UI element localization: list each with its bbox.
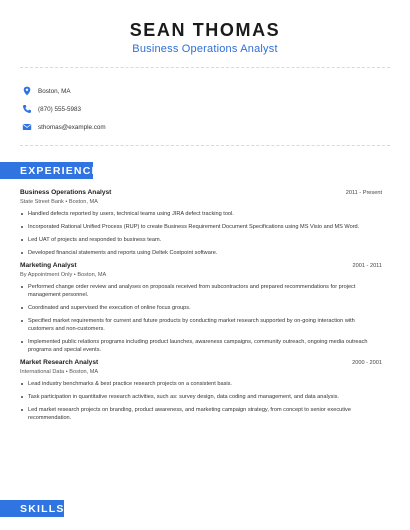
job-location: Boston, MA [77,272,107,278]
job-bullet: Implemented public relations programs including product launches, awareness campaigns, community outreach, ongoing media outreach programs and special events. [20,338,382,354]
job-header [20,189,382,196]
job-bullets [20,380,382,422]
experience-item [20,359,382,422]
experience-item [20,189,382,257]
job-dates: 2011 - Present [345,190,382,196]
job-dates: 2000 - 2001 [352,360,382,366]
job-bullet: Led market research projects on branding, product awareness, and marketing campaign strategy, from concept to senior executive recommendation. [20,406,382,422]
job-bullet: Handled defects reported by users, technical teams using JIRA defect tracking tool. [20,210,382,218]
job-title: Marketing Analyst [20,262,77,269]
job-location: Boston, MA [68,199,98,205]
job-bullet: Lead industry benchmarks & best practice research projects on a consistent basis. [20,380,382,388]
skills-section-heading: SKILLS [0,500,64,517]
candidate-title: Business Operations Analyst [132,43,278,55]
job-bullet: Coordinated and supervised the execution of online focus groups. [20,304,382,312]
job-bullet: Developed financial statements and reports using Deltek Costpoint software. [20,249,382,257]
job-title: Market Research Analyst [20,359,99,366]
job-bullets [20,283,382,354]
location-pin-icon [22,86,32,96]
phone-icon [22,104,32,114]
contact-email [22,118,106,136]
job-header [20,262,382,269]
experience-section-heading: EXPERIENCE [0,162,93,179]
job-location: Boston, MA [69,369,99,375]
job-employer: International Data • Boston, MA [20,369,99,375]
contact-block [22,82,106,136]
job-bullet: Led UAT of projects and responded to business team. [20,236,382,244]
job-bullet: Incorporated Rational Unified Process (RUP) to create Business Requirement Document Specifications using MS Visio and MS Word. [20,223,382,231]
experience-list [20,189,382,427]
job-company: By Appointment Only [20,272,73,278]
experience-item [20,262,382,354]
job-employer: By Appointment Only • Boston, MA [20,272,107,278]
contact-location [22,82,106,100]
contact-divider [20,145,390,146]
job-employer: State Street Bank • Boston, MA [20,199,98,205]
job-bullet: Task participation in quantitative research activities, such as: survey design, data coding and management, and data analysis. [20,393,382,401]
email-text: sthomas@example.com [38,123,106,131]
job-bullet: Specified market requirements for current and future products by conducting market research supported by on-going interaction with customers and non-customers. [20,317,382,333]
job-company: State Street Bank [20,199,64,205]
job-company: International Data [20,369,65,375]
resume-header [0,0,410,55]
job-bullets [20,210,382,257]
job-header [20,359,382,366]
header-divider [20,67,390,68]
contact-phone [22,100,106,118]
phone-text: (870) 555-5983 [38,105,82,113]
envelope-icon [22,122,32,132]
location-text: Boston, MA [38,87,71,95]
candidate-name: SEAN THOMAS [129,20,281,40]
job-title: Business Operations Analyst [20,189,112,196]
job-dates: 2001 - 2011 [352,263,382,269]
job-bullet: Performed change order review and analyses on proposals received from subcontractors and prepared recommendations for project management personnel. [20,283,382,299]
